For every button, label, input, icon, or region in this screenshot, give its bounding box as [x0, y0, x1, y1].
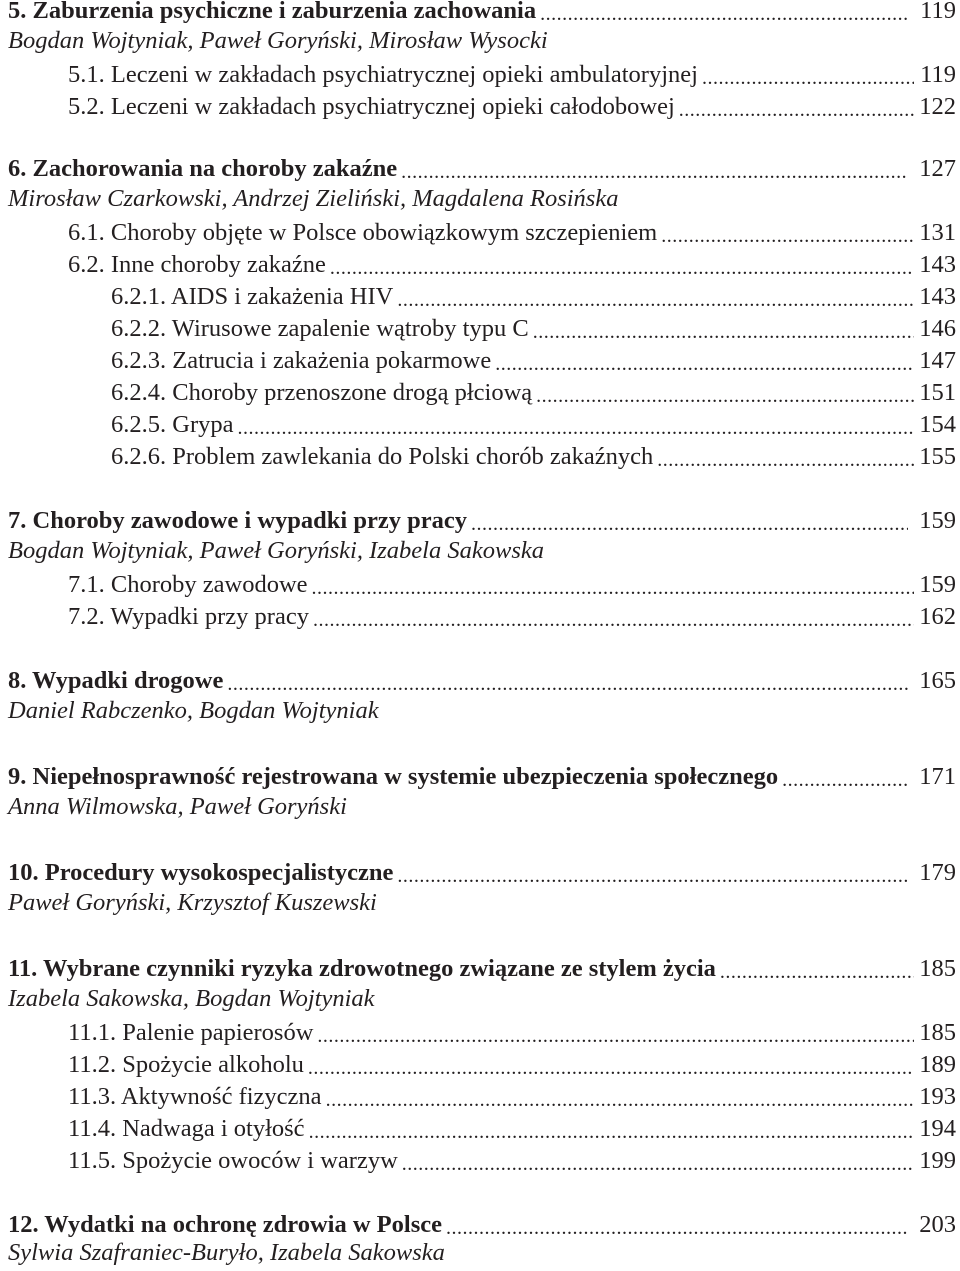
page-number: 147 — [919, 347, 956, 374]
page-number: 193 — [919, 1083, 956, 1110]
page-number: 194 — [919, 1115, 956, 1142]
toc-chapter-entry — [8, 0, 956, 26]
dot-leader — [308, 1050, 914, 1080]
page-number: 203 — [919, 1211, 956, 1238]
page-number: 131 — [919, 219, 956, 246]
toc-chapter-entry — [8, 856, 956, 888]
page-number: 143 — [919, 283, 956, 310]
dot-leader — [533, 314, 914, 344]
page-number: 179 — [919, 859, 956, 886]
toc-chapter-entry — [8, 1208, 956, 1240]
dot-leader — [661, 218, 914, 248]
dot-leader — [326, 1082, 914, 1112]
dot-leader — [471, 506, 908, 536]
dot-leader — [397, 858, 908, 888]
entry-title: 6.2.2. Wirusowe zapalenie wątroby typu C — [111, 315, 529, 342]
toc-authors: Sylwia Szafraniec-Buryło, Izabela Sakowska — [8, 1239, 445, 1266]
entry-title: 10. Procedury wysokospecjalistyczne — [8, 859, 394, 886]
dot-leader — [401, 154, 908, 184]
toc-authors: Paweł Goryński, Krzysztof Kuszewski — [8, 889, 377, 916]
page-number: 151 — [919, 379, 956, 406]
toc-sub-entry — [68, 600, 956, 632]
dot-leader — [330, 250, 914, 280]
dot-leader — [313, 602, 914, 632]
entry-title: 6.2. Inne choroby zakaźne — [68, 251, 326, 278]
toc-authors: Bogdan Wojtyniak, Paweł Goryński, Izabela Sakowska — [8, 537, 544, 564]
page-number: 162 — [919, 603, 956, 630]
entry-title: 11. Wybrane czynniki ryzyka zdrowotnego związane ze stylem życia — [8, 955, 716, 982]
page-number: 119 — [920, 61, 956, 88]
entry-title: 11.5. Spożycie owoców i warzyw — [68, 1147, 398, 1174]
toc-chapter-entry — [8, 664, 956, 696]
entry-title: 11.2. Spożycie alkoholu — [68, 1051, 304, 1078]
entry-title: 11.3. Aktywność fizyczna — [68, 1083, 322, 1110]
toc-chapter-entry — [8, 760, 956, 792]
page-number: 127 — [919, 155, 956, 182]
toc-sub-entry — [68, 1016, 956, 1048]
toc-sub-entry — [68, 58, 956, 90]
entry-title: 7.2. Wypadki przy pracy — [68, 603, 309, 630]
entry-title: 6.1. Choroby objęte w Polsce obowiązkowym szczepieniem — [68, 219, 658, 246]
page-number: 159 — [919, 571, 956, 598]
toc-subsub-entry — [111, 312, 956, 344]
toc-sub-entry — [68, 1048, 956, 1080]
page-number: 155 — [919, 443, 956, 470]
toc-authors: Daniel Rabczenko, Bogdan Wojtyniak — [8, 697, 379, 724]
page-number: 146 — [919, 315, 956, 342]
dot-leader — [540, 0, 908, 26]
entry-title: 6. Zachorowania na choroby zakaźne — [8, 155, 398, 182]
entry-title: 7. Choroby zawodowe i wypadki przy pracy — [8, 507, 467, 534]
page-number: 199 — [919, 1147, 956, 1174]
toc-sub-entry — [68, 1112, 956, 1144]
dot-leader — [446, 1210, 908, 1240]
page-number: 122 — [919, 93, 956, 120]
toc-sub-entry — [68, 568, 956, 600]
toc-chapter-entry — [8, 152, 956, 184]
entry-title: 9. Niepełnosprawność rejestrowana w systemie ubezpieczenia społecznego — [8, 763, 779, 790]
dot-leader — [309, 1114, 914, 1144]
entry-title: 6.2.3. Zatrucia i zakażenia pokarmowe — [111, 347, 492, 374]
page-number: 185 — [919, 955, 956, 982]
dot-leader — [227, 666, 908, 696]
dot-leader — [679, 92, 914, 122]
toc-subsub-entry — [111, 408, 956, 440]
dot-leader — [237, 410, 914, 440]
page-number: 143 — [919, 251, 956, 278]
toc-subsub-entry — [111, 440, 956, 472]
dot-leader — [397, 282, 914, 312]
toc-chapter-entry — [8, 952, 956, 984]
entry-title: 5.2. Leczeni w zakładach psychiatrycznej opieki całodobowej — [68, 93, 675, 120]
page-number: 189 — [919, 1051, 956, 1078]
toc-sub-entry — [68, 1080, 956, 1112]
page-number: 185 — [919, 1019, 956, 1046]
entry-title: 6.2.1. AIDS i zakażenia HIV — [111, 283, 394, 310]
entry-title: 6.2.5. Grypa — [111, 411, 234, 438]
dot-leader — [317, 1018, 914, 1048]
page-number: 171 — [919, 763, 956, 790]
dot-leader — [536, 378, 914, 408]
entry-title: 11.1. Palenie papierosów — [68, 1019, 314, 1046]
dot-leader — [657, 442, 914, 472]
toc-sub-entry — [68, 1144, 956, 1176]
toc-subsub-entry — [111, 376, 956, 408]
page-number: 119 — [920, 0, 956, 24]
toc-chapter-entry — [8, 504, 956, 536]
toc-sub-entry — [68, 216, 956, 248]
entry-title: 5.1. Leczeni w zakładach psychiatrycznej opieki ambulatoryjnej — [68, 61, 698, 88]
entry-title: 11.4. Nadwaga i otyłość — [68, 1115, 305, 1142]
entry-title: 6.2.4. Choroby przenoszone drogą płciową — [111, 379, 533, 406]
entry-title: 7.1. Choroby zawodowe — [68, 571, 308, 598]
toc-subsub-entry — [111, 280, 956, 312]
toc-authors: Izabela Sakowska, Bogdan Wojtyniak — [8, 985, 375, 1012]
dot-leader — [702, 60, 914, 90]
dot-leader — [402, 1146, 914, 1176]
entry-title: 12. Wydatki na ochronę zdrowia w Polsce — [8, 1211, 442, 1238]
toc-authors: Mirosław Czarkowski, Andrzej Zieliński, Magdalena Rosińska — [8, 185, 619, 212]
page-number: 165 — [919, 667, 956, 694]
toc-authors: Bogdan Wojtyniak, Paweł Goryński, Mirosław Wysocki — [8, 27, 548, 54]
entry-title: 8. Wypadki drogowe — [8, 667, 224, 694]
toc-authors: Anna Wilmowska, Paweł Goryński — [8, 793, 347, 820]
dot-leader — [782, 762, 908, 792]
toc-sub-entry — [68, 90, 956, 122]
page-number: 159 — [919, 507, 956, 534]
dot-leader — [720, 954, 914, 984]
toc-subsub-entry — [111, 344, 956, 376]
dot-leader — [495, 346, 914, 376]
entry-title: 6.2.6. Problem zawlekania do Polski chorób zakaźnych — [111, 443, 654, 470]
dot-leader — [312, 570, 914, 600]
entry-title: 5. Zaburzenia psychiczne i zaburzenia zachowania — [8, 0, 537, 24]
toc-sub-entry — [68, 248, 956, 280]
page-number: 154 — [919, 411, 956, 438]
